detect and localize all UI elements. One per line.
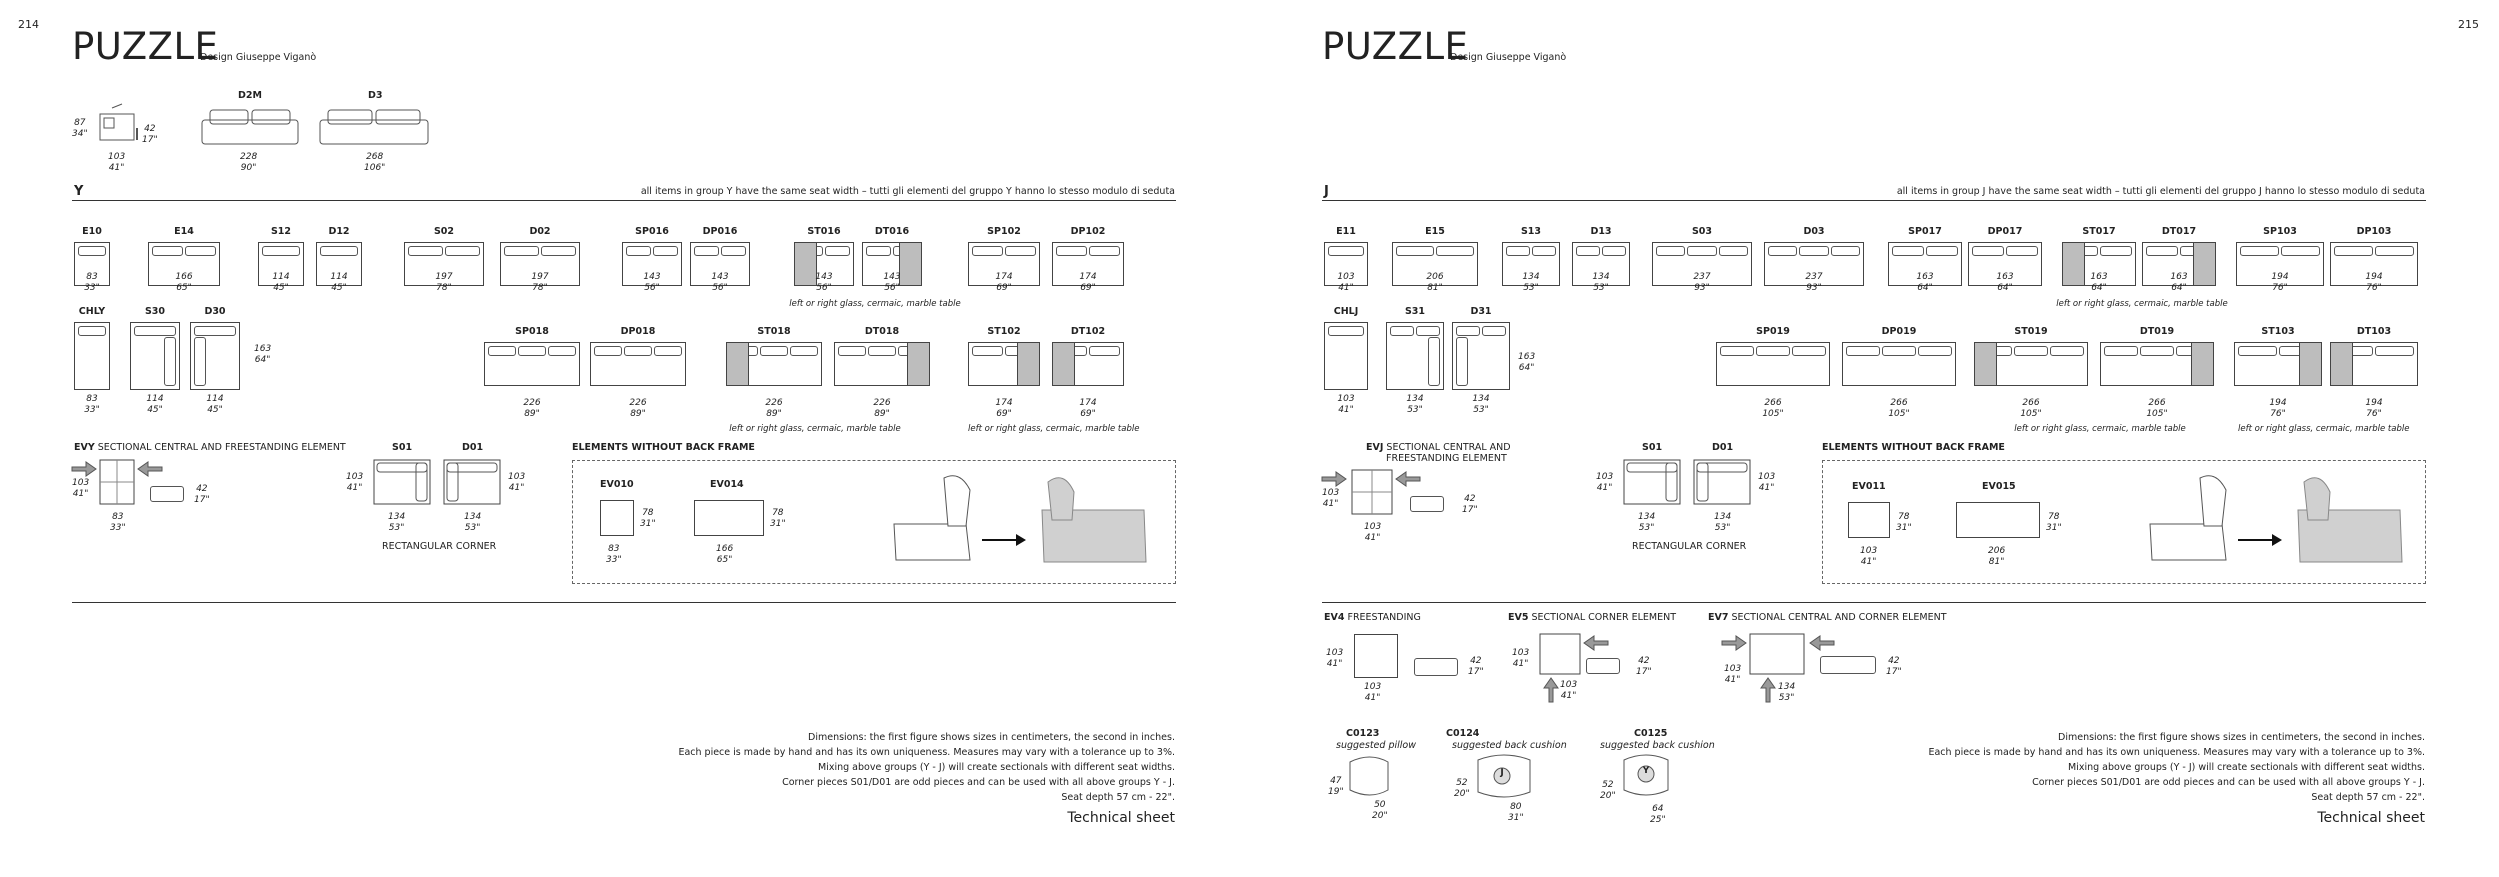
model-dt019: DT019 <box>2139 326 2175 337</box>
corner-right-dims: 103 41" <box>1758 472 1776 493</box>
module-dims: 134 53" <box>1522 272 1540 293</box>
evy-heading <box>74 442 346 453</box>
module-dims: 83 33" <box>84 394 100 415</box>
module-dims: 174 69" <box>1079 398 1097 419</box>
ev010-side: 78 31" <box>640 508 656 529</box>
ev010-bottom: 83 33" <box>606 544 622 565</box>
ev4-shape <box>1354 634 1398 678</box>
model-c0123: C0123 <box>1346 728 1380 739</box>
evj-label-2: FREESTANDING ELEMENT <box>1386 453 1507 464</box>
ev011-bottom: 103 41" <box>1860 546 1878 567</box>
ev5-side: 103 41" <box>1512 648 1530 669</box>
model-sp018: SP018 <box>515 326 549 337</box>
ev011-side: 78 31" <box>1896 512 1912 533</box>
module-dims: 163 64" <box>2090 272 2108 293</box>
page-number-right: 215 <box>2458 18 2479 31</box>
d3-dims: 268 106" <box>364 152 386 173</box>
module-dims: 174 69" <box>1079 272 1097 293</box>
module-drawing <box>2100 342 2214 386</box>
d01-dims: 134 53" <box>1714 512 1732 533</box>
ev4-side: 103 41" <box>1326 648 1344 669</box>
ev014-bottom: 166 65" <box>716 544 734 565</box>
technical-sheet-label: Technical sheet <box>1067 810 1175 826</box>
corner-label: RECTANGULAR CORNER <box>1632 541 1747 552</box>
evj-label-1: SECTIONAL CENTRAL AND <box>1386 442 1511 453</box>
module-drawing <box>2234 342 2322 386</box>
module-drawing <box>726 342 822 386</box>
module-dims: 226 89" <box>629 398 647 419</box>
page-title-right: PUZZLE <box>1322 25 1469 68</box>
c0124-bottom: 80 31" <box>1508 802 1524 823</box>
s01-dims: 134 53" <box>1638 512 1656 533</box>
model-c0125: C0125 <box>1634 728 1668 739</box>
ev015-bottom: 206 81" <box>1988 546 2006 567</box>
footer-line: Each piece is made by hand and has its own uniqueness. Measures may vary with a tolerance up to 3%. <box>1928 747 2425 758</box>
ev4-depth: 42 17" <box>1468 656 1484 677</box>
module-dims: 134 53" <box>1592 272 1610 293</box>
footer-line: Mixing above groups (Y - J) will create sectionals with different seat widths. <box>818 762 1175 773</box>
c0125-bottom: 64 25" <box>1650 804 1666 825</box>
evj-side-dims: 103 41" <box>1322 488 1340 509</box>
evy-code: EVY <box>74 442 95 453</box>
ev5-heading <box>1508 612 1676 623</box>
ev4-heading <box>1324 612 1421 623</box>
evj-depth-dims: 42 17" <box>1462 494 1478 515</box>
module-drawing <box>834 342 930 386</box>
module-drawing <box>968 342 1040 386</box>
module-dims: 163 64" <box>1916 272 1934 293</box>
model-dp019: DP019 <box>1881 326 1917 337</box>
designer-right: Design Giuseppe Viganò <box>1450 52 1567 63</box>
model-dp102: DP102 <box>1070 226 1106 237</box>
model-dp103: DP103 <box>2356 226 2392 237</box>
model-dt016: DT016 <box>874 226 910 237</box>
footer-line: Mixing above groups (Y - J) will create sectionals with different seat widths. <box>2068 762 2425 773</box>
module-dims: 237 93" <box>1693 272 1711 293</box>
c0123-side: 47 19" <box>1328 776 1344 797</box>
c0125-side: 52 20" <box>1600 780 1616 801</box>
evy-depth-dims: 42 17" <box>194 484 210 505</box>
module-dims: 103 41" <box>1337 272 1355 293</box>
footer-line: Each piece is made by hand and has its own uniqueness. Measures may vary with a tolerance up to 3%. <box>678 747 1175 758</box>
c0125-mark: Y <box>1642 766 1650 776</box>
divider <box>72 200 1176 201</box>
model-st018: ST018 <box>757 326 791 337</box>
c0123-label: suggested pillow <box>1336 740 1416 751</box>
module-drawing <box>130 322 180 390</box>
model-e10: E10 <box>82 226 102 237</box>
page-title-left: PUZZLE <box>72 25 219 68</box>
module-dims: 266 105" <box>1888 398 1910 419</box>
model-s30: S30 <box>144 306 166 317</box>
evj-code: EVJ <box>1366 442 1384 453</box>
ev5-bottom: 103 41" <box>1560 680 1578 701</box>
model-sp017: SP017 <box>1908 226 1942 237</box>
model-ev011: EV011 <box>1852 481 1886 492</box>
model-d30: D30 <box>204 306 226 317</box>
footer-line: Dimensions: the first figure shows sizes in centimeters, the second in inches. <box>2058 732 2425 743</box>
module-dims: 197 78" <box>531 272 549 293</box>
model-s01: S01 <box>392 442 413 453</box>
model-st017: ST017 <box>2082 226 2116 237</box>
d01-dims: 134 53" <box>464 512 482 533</box>
footer-line: Corner pieces S01/D01 are odd pieces and can be used with all above groups Y - J. <box>2032 777 2425 788</box>
ev015-side: 78 31" <box>2046 512 2062 533</box>
ev5-depth: 42 17" <box>1636 656 1652 677</box>
model-sp019: SP019 <box>1756 326 1790 337</box>
group-label-right: J <box>1324 184 1329 199</box>
module-drawing <box>1324 322 1368 390</box>
model-d01: D01 <box>1712 442 1734 453</box>
module-dims: 163 64" <box>1996 272 2014 293</box>
evj-bottom-dims: 103 41" <box>1364 522 1382 543</box>
s01-dims: 134 53" <box>388 512 406 533</box>
model-s12: S12 <box>270 226 292 237</box>
module-dims: 194 76" <box>2271 272 2289 293</box>
corner-label: RECTANGULAR CORNER <box>382 541 497 552</box>
caption: left or right glass, cermaic, marble table <box>2014 424 2186 434</box>
module-dims: 197 78" <box>435 272 453 293</box>
ev7-heading <box>1708 612 1947 623</box>
model-st103: ST103 <box>2261 326 2295 337</box>
module-dims: 143 56" <box>815 272 833 293</box>
ev015-shape <box>1956 502 2040 538</box>
ev7-side: 103 41" <box>1724 664 1742 685</box>
ev5-code: EV5 <box>1508 612 1529 623</box>
module-dims: 114 45" <box>146 394 164 415</box>
module-drawing <box>190 322 240 390</box>
model-d12: D12 <box>328 226 350 237</box>
model-dt017: DT017 <box>2161 226 2197 237</box>
module-dims: 83 33" <box>84 272 100 293</box>
module-drawing <box>1052 342 1124 386</box>
evy-side-view <box>150 486 184 502</box>
model-ev010: EV010 <box>600 479 634 490</box>
model-sp016: SP016 <box>635 226 669 237</box>
model-s13: S13 <box>1520 226 1542 237</box>
module-drawing <box>1842 342 1956 386</box>
divider <box>1322 602 2426 603</box>
module-dims: 226 89" <box>765 398 783 419</box>
ev011-shape <box>1848 502 1890 538</box>
module-dims: 143 56" <box>643 272 661 293</box>
model-sp102: SP102 <box>987 226 1021 237</box>
c0123-bottom: 50 20" <box>1372 800 1388 821</box>
ev014-side: 78 31" <box>770 508 786 529</box>
model-d01: D01 <box>462 442 484 453</box>
ev4-bottom: 103 41" <box>1364 682 1382 703</box>
footer-notes-right <box>1750 730 2425 805</box>
module-dims: 226 89" <box>873 398 891 419</box>
model-dp018: DP018 <box>620 326 656 337</box>
corner-right-dims: 103 41" <box>508 472 526 493</box>
model-sp103: SP103 <box>2263 226 2297 237</box>
module-dims: 166 65" <box>175 272 193 293</box>
module-dims: 237 93" <box>1805 272 1823 293</box>
module-dims: 114 45" <box>272 272 290 293</box>
group-note-left: all items in group Y have the same seat width – tutti gli elementi del gruppo Y hanno lo stesso modulo di seduta <box>640 186 1175 197</box>
c0124-mark: J <box>1500 768 1504 778</box>
designer-left: Design Giuseppe Viganò <box>200 52 317 63</box>
ev5-side-view <box>1586 658 1620 674</box>
group-note-right: all items in group J have the same seat width – tutti gli elementi del gruppo J hanno lo stesso modulo di seduta <box>1896 186 2425 197</box>
module-dims: 134 53" <box>1472 394 1490 415</box>
model-s31: S31 <box>1404 306 1426 317</box>
model-d13: D13 <box>1590 226 1612 237</box>
model-chly: CHLY <box>78 306 106 317</box>
model-d31: D31 <box>1470 306 1492 317</box>
caption: left or right glass, cermaic, marble table <box>2056 299 2228 309</box>
model-dt103: DT103 <box>2356 326 2392 337</box>
model-chlj: CHLJ <box>1333 306 1359 317</box>
model-dt018: DT018 <box>864 326 900 337</box>
module-dims: 114 45" <box>206 394 224 415</box>
model-dt102: DT102 <box>1070 326 1106 337</box>
d2m-dims: 228 90" <box>240 152 258 173</box>
model-e11: E11 <box>1336 226 1356 237</box>
model-e15: E15 <box>1425 226 1445 237</box>
model-d2m: D2M <box>238 90 262 101</box>
ev7-label: SECTIONAL CENTRAL AND CORNER ELEMENT <box>1731 612 1947 623</box>
evy-bottom-dims: 83 33" <box>110 512 126 533</box>
model-st016: ST016 <box>807 226 841 237</box>
d30-side-dims: 163 64" <box>254 344 272 365</box>
ev7-depth: 42 17" <box>1886 656 1902 677</box>
module-dims: 206 81" <box>1426 272 1444 293</box>
footer-notes-left <box>500 730 1175 805</box>
no-back-heading: ELEMENTS WITHOUT BACK FRAME <box>1822 442 2005 453</box>
evj-side-view <box>1410 496 1444 512</box>
model-st102: ST102 <box>987 326 1021 337</box>
module-drawing <box>590 342 686 386</box>
module-dims: 194 76" <box>2365 398 2383 419</box>
caption: left or right glass, cermaic, marble table <box>729 424 901 434</box>
header-side-dims: 87 34" <box>72 118 88 139</box>
model-d03: D03 <box>1803 226 1825 237</box>
ev7-code: EV7 <box>1708 612 1729 623</box>
module-dims: 266 105" <box>1762 398 1784 419</box>
ev014-shape <box>694 500 764 536</box>
divider <box>1322 200 2426 201</box>
model-d3: D3 <box>368 90 383 101</box>
footer-line: Seat depth 57 cm - 22". <box>1061 792 1175 803</box>
ev7-side-view <box>1820 656 1876 674</box>
ev4-code: EV4 <box>1324 612 1345 623</box>
module-dims: 114 45" <box>330 272 348 293</box>
module-drawing <box>1386 322 1444 390</box>
module-drawing <box>484 342 580 386</box>
module-drawing <box>74 322 110 390</box>
d31-side-dims: 163 64" <box>1518 352 1536 373</box>
ev4-label: FREESTANDING <box>1347 612 1421 623</box>
evy-side-dims: 103 41" <box>72 478 90 499</box>
footer-line: Seat depth 57 cm - 22". <box>2311 792 2425 803</box>
technical-sheet-label: Technical sheet <box>2317 810 2425 826</box>
ev5-label: SECTIONAL CORNER ELEMENT <box>1531 612 1676 623</box>
model-s02: S02 <box>433 226 455 237</box>
evj-heading <box>1366 442 1511 453</box>
module-dims: 266 105" <box>2020 398 2042 419</box>
ev7-bottom: 134 53" <box>1778 682 1796 703</box>
model-dp016: DP016 <box>702 226 738 237</box>
c0124-side: 52 20" <box>1454 778 1470 799</box>
ev010-shape <box>600 500 634 536</box>
model-s01: S01 <box>1642 442 1663 453</box>
module-dims: 103 41" <box>1337 394 1355 415</box>
c0125-label: suggested back cushion <box>1600 740 1715 751</box>
header-right-dims: 42 17" <box>142 124 158 145</box>
ev4-side-view <box>1414 658 1458 676</box>
caption: left or right glass, cermaic, marble table <box>789 299 961 309</box>
model-c0124: C0124 <box>1446 728 1480 739</box>
c0124-label: suggested back cushion <box>1452 740 1567 751</box>
module-dims: 266 105" <box>2146 398 2168 419</box>
header-bottom-dims: 103 41" <box>108 152 126 173</box>
footer-line: Dimensions: the first figure shows sizes in centimeters, the second in inches. <box>808 732 1175 743</box>
model-ev014: EV014 <box>710 479 744 490</box>
module-drawing <box>1452 322 1510 390</box>
group-label-left: Y <box>74 184 84 199</box>
no-back-heading: ELEMENTS WITHOUT BACK FRAME <box>572 442 755 453</box>
module-drawing <box>1716 342 1830 386</box>
module-dims: 194 76" <box>2269 398 2287 419</box>
module-dims: 226 89" <box>523 398 541 419</box>
page-number-left: 214 <box>18 18 39 31</box>
module-drawing <box>2330 342 2418 386</box>
module-dims: 134 53" <box>1406 394 1424 415</box>
corner-left-dims: 103 41" <box>346 472 364 493</box>
model-d02: D02 <box>529 226 551 237</box>
corner-left-dims: 103 41" <box>1596 472 1614 493</box>
module-dims: 174 69" <box>995 398 1013 419</box>
model-st019: ST019 <box>2014 326 2048 337</box>
caption: left or right glass, cermaic, marble table <box>968 424 1140 434</box>
model-ev015: EV015 <box>1982 481 2016 492</box>
footer-line: Corner pieces S01/D01 are odd pieces and can be used with all above groups Y - J. <box>782 777 1175 788</box>
module-dims: 143 56" <box>883 272 901 293</box>
model-e14: E14 <box>174 226 194 237</box>
module-dims: 174 69" <box>995 272 1013 293</box>
module-dims: 163 64" <box>2170 272 2188 293</box>
model-dp017: DP017 <box>1987 226 2023 237</box>
caption: left or right glass, cermaic, marble table <box>2238 424 2410 434</box>
model-s03: S03 <box>1691 226 1713 237</box>
evy-label: SECTIONAL CENTRAL AND FREESTANDING ELEMENT <box>97 442 346 453</box>
module-dims: 194 76" <box>2365 272 2383 293</box>
module-dims: 143 56" <box>711 272 729 293</box>
module-drawing <box>1974 342 2088 386</box>
divider <box>72 602 1176 603</box>
